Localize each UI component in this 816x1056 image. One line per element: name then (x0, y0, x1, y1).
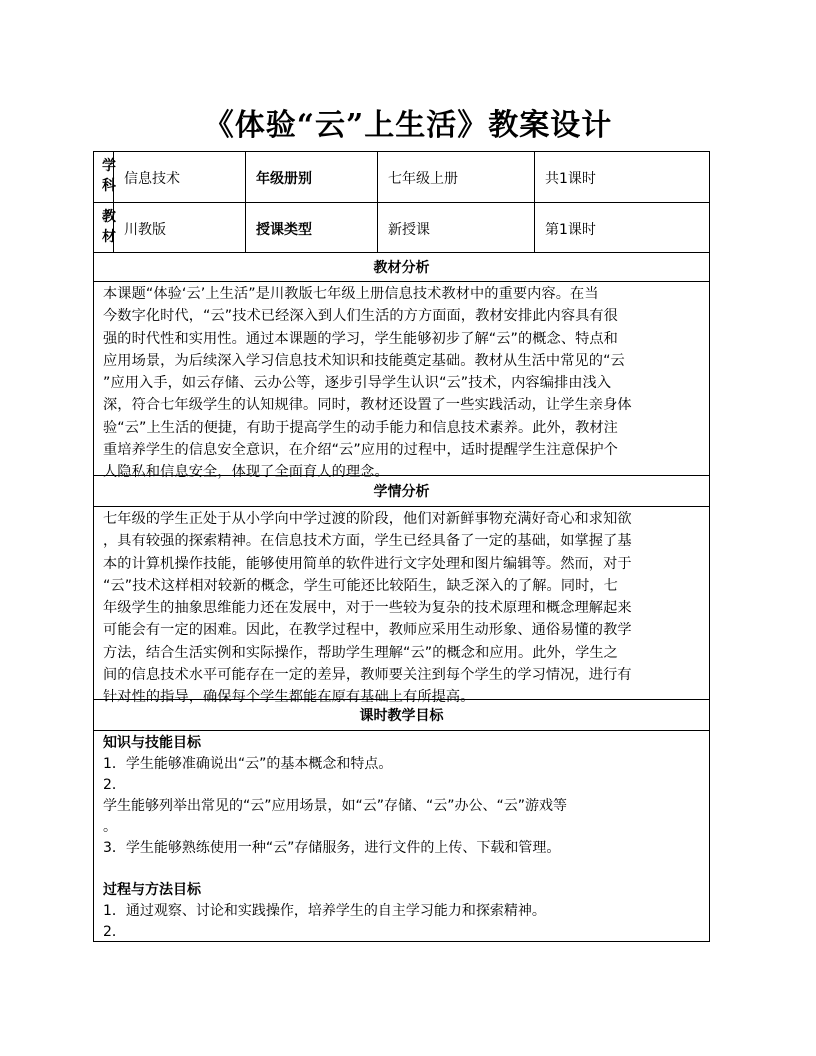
paragraph-line: 本的计算机操作技能，能够使用简单的软件进行文字处理和图片编辑等。然而，对于 (103, 555, 632, 572)
paragraph-line: 方法，结合生活实例和实际操作，帮助学生理解“云”的概念和应用。此外，学生之 (103, 644, 618, 661)
section-heading-student-analysis (94, 476, 709, 507)
objectives-body (94, 731, 709, 941)
paragraph-line: 年级学生的抽象思维能力还在发展中，对于一些较为复杂的技术原理和概念理解起来 (103, 600, 632, 617)
paragraph-line: 针对性的指导，确保每个学生都能在原有基础上有所提高。 (103, 689, 475, 706)
page-title: 《体验“云”上生活》教案设计 (203, 108, 613, 143)
paragraph-line: 七年级的学生正处于从小学向中学过渡的阶段，他们对新鲜事物充满好奇心和求知欲 (103, 511, 632, 527)
paragraph-line: “云”技术这样相对较新的概念，学生可能还比较陌生，缺乏深入的了解。同时，七 (103, 577, 618, 594)
objective-line: 1．通过观察、讨论和实践操作，培养学生的自主学习能力和探索精神。 (103, 903, 546, 919)
total-periods: 共1课时 (545, 171, 596, 187)
section-heading-objectives (94, 700, 709, 731)
textbook-label: 教材 (102, 209, 116, 245)
total-periods-cell (535, 152, 709, 202)
current-period-cell (535, 203, 709, 252)
textbook-analysis-heading: 教材分析 (373, 260, 430, 276)
paragraph-line: 人隐私和信息安全，体现了全面育人的理念。 (103, 464, 389, 481)
student-analysis-heading: 学情分析 (373, 484, 430, 500)
lesson-type-label-cell (246, 203, 378, 252)
subject-label-cell (94, 152, 114, 202)
subject-value: 信息技术 (124, 171, 180, 187)
objective-line: 2． (103, 777, 126, 793)
grade-label: 年级册别 (256, 171, 312, 187)
textbook-label-cell (94, 203, 114, 252)
knowledge-skills-title: 知识与技能目标 (103, 735, 201, 751)
objective-line: 3．学生能够熟练使用一种“云”存储服务，进行文件的上传、下载和管理。 (103, 840, 561, 856)
grade-value-cell (378, 152, 535, 202)
process-methods-title: 过程与方法目标 (103, 882, 201, 898)
objective-line: 学生能够列举出常见的“云”应用场景，如“云”存储、“云”办公、“云”游戏等 (103, 798, 568, 814)
info-row (94, 152, 709, 203)
paragraph-line: 验“云”上生活的便捷，有助于提高学生的动手能力和信息技术素养。此外，教材注 (103, 419, 618, 436)
paragraph-line: 强的时代性和实用性。通过本课题的学习，学生能够初步了解“云”的概念、特点和 (103, 330, 618, 347)
grade-value: 七年级上册 (388, 171, 458, 187)
subject-label: 学科 (102, 158, 116, 194)
textbook-value: 川教版 (124, 222, 166, 238)
blank-line (94, 859, 709, 880)
objective-line: 1．学生能够准确说出“云”的基本概念和特点。 (103, 756, 393, 772)
info-row (94, 203, 709, 253)
grade-label-cell (246, 152, 378, 202)
lesson-type-value-cell (378, 203, 535, 252)
objectives-heading: 课时教学目标 (359, 708, 444, 724)
paragraph-line: 今数字化时代，“云”技术已经深入到人们生活的方方面面，教材安排此内容具有很 (103, 308, 618, 325)
paragraph-line: ”应用入手，如云存储、云办公等，逐步引导学生认识“云”技术，内容编排由浅入 (103, 375, 612, 392)
objective-line: 2． (103, 924, 126, 940)
student-analysis-body (94, 507, 709, 706)
paragraph-line: 本课题“体验‘云’上生活”是川教版七年级上册信息技术教材中的重要内容。在当 (103, 286, 599, 302)
paragraph-line: 重培养学生的信息安全意识，在介绍“云”应用的过程中，适时提醒学生注意保护个 (103, 442, 618, 459)
objective-line: 。 (103, 819, 117, 835)
textbook-analysis-body (94, 282, 709, 481)
paragraph-line: 可能会有一定的困难。因此，在教学过程中，教师应采用生动形象、通俗易懂的教学 (103, 622, 632, 639)
paragraph-line: 应用场景，为后续深入学习信息技术知识和技能奠定基础。教材从生活中常见的“云 (103, 352, 625, 369)
subject-value-cell (114, 152, 246, 202)
lesson-type-label: 授课类型 (256, 222, 312, 238)
textbook-value-cell (114, 203, 246, 252)
paragraph-line: ，具有较强的探索精神。在信息技术方面，学生已经具备了一定的基础，如掌握了基 (103, 533, 632, 550)
current-period: 第1课时 (545, 222, 596, 238)
section-heading-textbook-analysis (94, 253, 709, 282)
lesson-type-value: 新授课 (388, 222, 430, 238)
paragraph-line: 深，符合七年级学生的认知规律。同时，教材还设置了一些实践活动，让学生亲身体 (103, 397, 632, 414)
lesson-plan-table (93, 151, 710, 942)
paragraph-line: 间的信息技术水平可能存在一定的差异，教师要关注到每个学生的学习情况，进行有 (103, 667, 632, 684)
